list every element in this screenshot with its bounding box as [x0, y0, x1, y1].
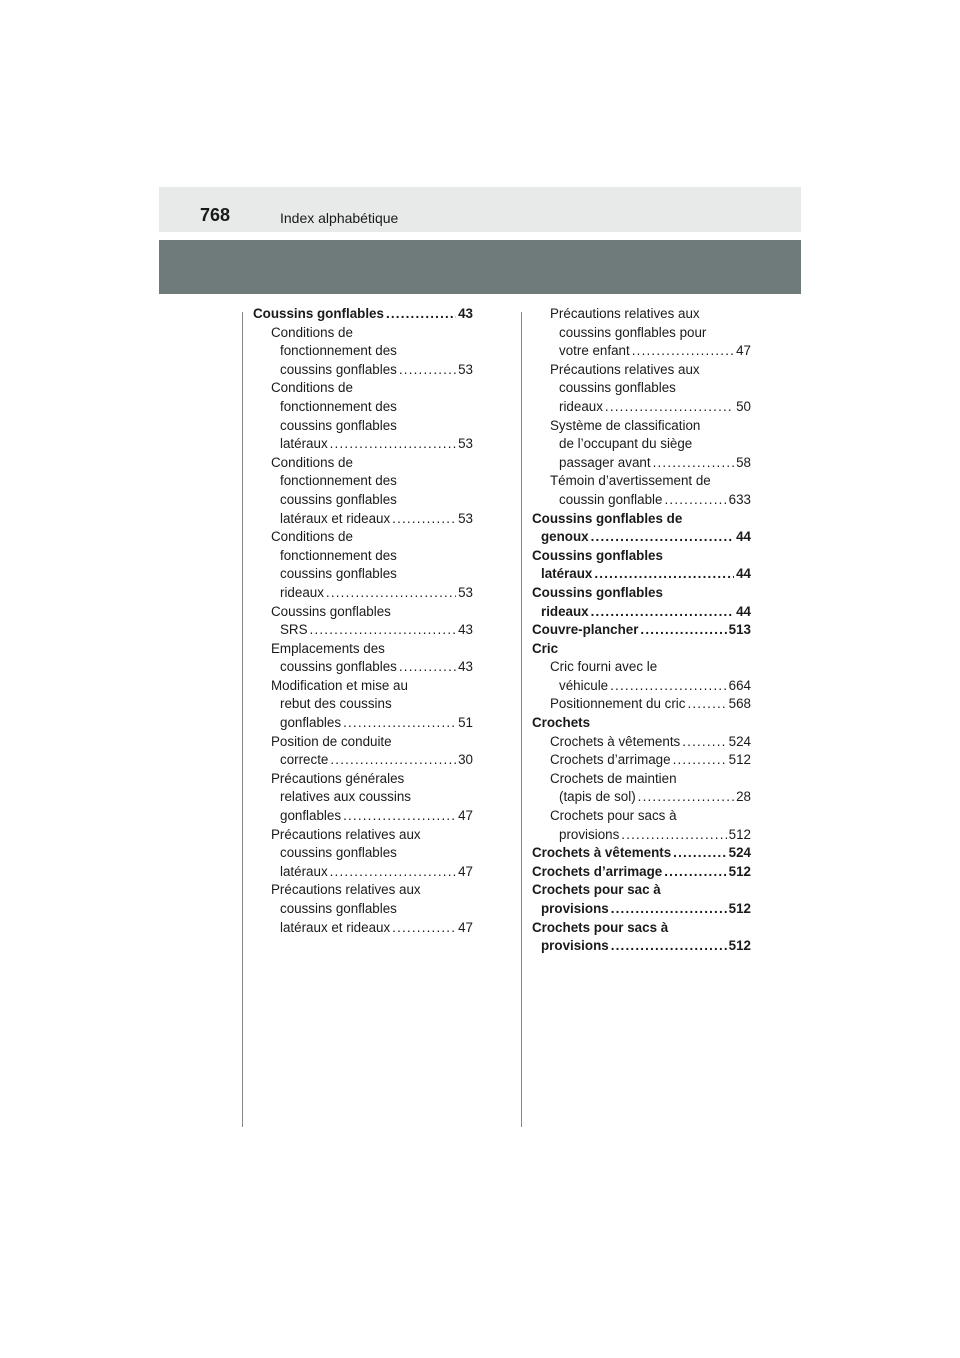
index-entry	[532, 844, 751, 863]
index-page-ref: 633	[728, 491, 751, 507]
leader-dots	[611, 900, 727, 919]
leader-dots	[392, 919, 456, 938]
index-entry	[253, 807, 473, 826]
index-entry	[532, 305, 751, 324]
index-entry-text: relatives aux coussins	[280, 789, 411, 805]
index-entry	[253, 677, 473, 696]
index-entry	[532, 565, 751, 584]
index-entry	[253, 603, 473, 622]
index-page-ref: 43	[458, 622, 473, 638]
index-page-ref: 512	[728, 901, 751, 916]
index-entry-text: coussins gonflables	[280, 659, 397, 675]
index-entry	[253, 361, 473, 380]
index-entry-text: fonctionnement des	[280, 343, 397, 359]
index-entry-text: Crochets à vêtements	[532, 845, 672, 861]
index-entry-text: gonflables	[280, 808, 342, 824]
index-entry	[253, 733, 473, 752]
leader-dots	[664, 491, 726, 510]
index-entry	[253, 547, 473, 566]
index-entry	[253, 324, 473, 343]
index-entry-text: SRS	[280, 622, 308, 638]
index-entry-text: Conditions de	[271, 454, 353, 470]
leader-dots	[594, 565, 734, 584]
index-entry	[253, 658, 473, 677]
index-entry	[532, 677, 751, 696]
index-entry-text: Témoin d’avertissement de	[550, 473, 711, 489]
index-page-ref: 53	[458, 584, 473, 600]
index-entry-text: Cric fourni avec le	[550, 659, 658, 675]
index-entry	[253, 919, 473, 938]
index-entry-text: coussin gonflable	[559, 491, 663, 507]
index-entry	[253, 751, 473, 770]
index-entry-text: passager avant	[559, 454, 651, 470]
index-entry	[532, 454, 751, 473]
index-entry-text: Crochets pour sacs à	[550, 808, 677, 824]
leader-dots	[640, 621, 726, 640]
index-entry	[532, 919, 751, 938]
index-entry	[532, 417, 751, 436]
leader-dots	[673, 844, 726, 863]
index-entry	[253, 640, 473, 659]
index-entry-text: Coussins gonflables	[532, 547, 663, 563]
index-entry	[532, 342, 751, 361]
index-entry-text: latéraux	[280, 436, 328, 452]
index-entry	[532, 826, 751, 845]
index-entry-text: fonctionnement des	[280, 473, 397, 489]
index-entry-text: Précautions relatives aux	[550, 361, 700, 377]
leader-dots	[326, 584, 456, 603]
leader-dots	[687, 695, 726, 714]
index-entry-text: Crochets pour sacs à	[532, 919, 669, 935]
index-page-ref: 28	[736, 789, 751, 805]
index-entry-text: latéraux	[280, 863, 328, 879]
index-entry	[532, 398, 751, 417]
index-entry-text: Coussins gonflables	[253, 306, 384, 321]
index-entry-text: provisions	[559, 826, 620, 842]
leader-dots	[399, 658, 456, 677]
index-entry-text: Emplacements des	[271, 640, 385, 656]
index-entry-text: rideaux	[541, 603, 589, 619]
index-entry	[253, 788, 473, 807]
leader-dots	[392, 510, 456, 529]
index-entry	[253, 305, 473, 324]
index-column-right	[532, 305, 751, 956]
index-entry	[253, 472, 473, 491]
index-entry-text: Coussins gonflables de	[532, 510, 683, 526]
index-entry	[532, 547, 751, 566]
index-entry	[532, 900, 751, 919]
index-page-ref: 44	[736, 566, 751, 582]
page-title: Index alphabétique	[280, 210, 399, 226]
index-page-ref: 53	[458, 510, 473, 526]
index-entry-text: provisions	[541, 938, 609, 954]
index-entry	[532, 788, 751, 807]
index-entry	[532, 807, 751, 826]
index-entry	[532, 361, 751, 380]
index-entry-text: Crochets	[532, 715, 591, 731]
leader-dots	[310, 621, 457, 640]
index-page-ref: 512	[728, 826, 751, 842]
index-entry-text: rideaux	[559, 398, 603, 414]
index-entry-text: Position de conduite	[271, 733, 392, 749]
index-entry	[532, 733, 751, 752]
index-entry	[253, 844, 473, 863]
index-page-ref: 664	[728, 677, 751, 693]
index-entry	[532, 603, 751, 622]
index-entry	[532, 881, 751, 900]
index-page-ref: 568	[728, 696, 751, 712]
index-entry-text: (tapis de sol)	[559, 789, 636, 805]
leader-dots	[621, 826, 726, 845]
index-entry-text: gonflables	[280, 715, 342, 731]
index-entry-text: votre enfant	[559, 343, 630, 359]
index-entry	[253, 398, 473, 417]
index-page-ref: 512	[728, 752, 751, 768]
index-entry	[532, 937, 751, 956]
index-entry	[532, 510, 751, 529]
index-entry	[532, 640, 751, 659]
leader-dots	[632, 342, 734, 361]
leader-dots	[611, 937, 727, 956]
index-entry	[253, 826, 473, 845]
index-entry-text: de l’occupant du siège	[559, 436, 693, 452]
index-entry	[532, 491, 751, 510]
index-entry-text: latéraux	[541, 566, 593, 582]
index-entry-text: provisions	[541, 901, 609, 916]
leader-dots	[399, 361, 456, 380]
index-entry-text: latéraux et rideaux	[280, 510, 391, 526]
leader-dots	[653, 454, 735, 473]
index-entry-text: fonctionnement des	[280, 547, 397, 563]
index-entry	[253, 714, 473, 733]
index-column-left	[253, 305, 473, 937]
index-entry	[253, 510, 473, 529]
index-entry-text: Crochets à vêtements	[550, 733, 681, 749]
index-entry	[532, 714, 751, 733]
index-entry-text: Coussins gonflables	[271, 603, 391, 619]
index-entry-text: Modification et mise au	[271, 677, 408, 693]
index-page-ref: 44	[736, 603, 751, 619]
index-entry-text: fonctionnement des	[280, 398, 397, 414]
header-band	[159, 187, 801, 232]
index-entry	[532, 379, 751, 398]
index-entry-text: coussins gonflables	[280, 417, 397, 433]
index-entry	[532, 863, 751, 882]
index-entry-text: Coussins gonflables	[532, 584, 663, 600]
index-entry-text: rebut des coussins	[280, 696, 392, 712]
index-page-ref: 53	[458, 361, 473, 377]
index-entry	[253, 528, 473, 547]
index-entry-text: latéraux et rideaux	[280, 919, 391, 935]
index-entry-text: Conditions de	[271, 324, 353, 340]
index-entry	[532, 658, 751, 677]
index-page-ref: 47	[736, 343, 751, 359]
index-page-ref: 51	[458, 715, 473, 731]
index-entry	[253, 435, 473, 454]
index-page-ref: 513	[728, 622, 751, 638]
index-entry	[253, 379, 473, 398]
index-entry	[532, 770, 751, 789]
index-entry	[532, 472, 751, 491]
index-entry	[253, 695, 473, 714]
index-entry	[253, 565, 473, 584]
index-entry-text: coussins gonflables	[280, 491, 397, 507]
leader-dots	[343, 807, 456, 826]
index-entry-text: Précautions relatives aux	[271, 826, 421, 842]
leader-dots	[343, 714, 456, 733]
index-entry-text: véhicule	[559, 677, 609, 693]
index-entry	[532, 324, 751, 343]
index-entry	[253, 342, 473, 361]
index-entry	[532, 528, 751, 547]
index-page-ref: 53	[458, 436, 473, 452]
index-entry-text: Conditions de	[271, 529, 353, 545]
index-page-ref: 47	[458, 919, 473, 935]
index-entry-text: Couvre-plancher	[532, 622, 639, 638]
index-entry-text: coussins gonflables	[559, 380, 676, 396]
index-entry	[253, 454, 473, 473]
index-entry-text: Précautions relatives aux	[550, 306, 700, 321]
index-page-ref: 30	[458, 752, 473, 768]
index-entry	[253, 863, 473, 882]
index-entry-text: coussins gonflables	[280, 361, 397, 377]
index-entry	[532, 435, 751, 454]
index-entry	[532, 621, 751, 640]
index-entry-text: Conditions de	[271, 380, 353, 396]
leader-dots	[610, 677, 727, 696]
index-entry-text: Cric	[532, 640, 559, 656]
index-page-ref: 47	[458, 808, 473, 824]
leader-dots	[638, 788, 734, 807]
index-entry-text: Système de classification	[550, 417, 701, 433]
leader-dots	[591, 528, 734, 547]
index-entry-text: coussins gonflables pour	[559, 324, 707, 340]
index-entry-text: Précautions relatives aux	[271, 882, 421, 898]
index-page-ref: 512	[728, 863, 751, 879]
index-entry-text: Crochets d’arrimage	[550, 752, 671, 768]
index-entry-text: rideaux	[280, 584, 324, 600]
index-entry	[253, 900, 473, 919]
index-entry	[532, 751, 751, 770]
index-entry	[253, 491, 473, 510]
leader-dots	[591, 603, 734, 622]
index-entry	[253, 770, 473, 789]
index-entry-text: coussins gonflables	[280, 845, 397, 861]
leader-dots	[330, 751, 456, 770]
index-entry	[253, 621, 473, 640]
left-margin-rule	[242, 312, 243, 1127]
index-entry-text: genoux	[541, 529, 589, 545]
leader-dots	[682, 733, 726, 752]
index-entry-text: coussins gonflables	[280, 901, 397, 916]
index-entry-text: Crochets d’arrimage	[532, 863, 663, 879]
index-page-ref: 50	[736, 398, 751, 414]
index-entry	[532, 695, 751, 714]
page-number: 768	[200, 205, 231, 225]
index-entry	[253, 417, 473, 436]
leader-dots	[330, 863, 456, 882]
index-page-ref: 524	[728, 845, 751, 861]
index-entry	[253, 881, 473, 900]
index-entry-text: Crochets de maintien	[550, 770, 677, 786]
leader-dots	[673, 751, 727, 770]
leader-dots	[386, 305, 456, 324]
index-entry-text: coussins gonflables	[280, 566, 397, 582]
index-page-ref: 524	[728, 733, 751, 749]
index-page-ref: 43	[458, 659, 473, 675]
index-page-ref: 58	[736, 454, 751, 470]
leader-dots	[605, 398, 734, 417]
index-page-ref: 47	[458, 863, 473, 879]
leader-dots	[664, 863, 726, 882]
index-entry	[253, 584, 473, 603]
leader-dots	[330, 435, 456, 454]
index-page-ref: 44	[736, 529, 751, 545]
index-page-ref: 43	[458, 306, 473, 321]
index-entry-text: correcte	[280, 752, 329, 768]
index-entry-text: Positionnement du cric	[550, 696, 686, 712]
index-entry	[532, 584, 751, 603]
column-divider	[521, 312, 522, 1127]
index-entry-text: Crochets pour sac à	[532, 882, 661, 898]
index-entry-text: Précautions générales	[271, 770, 405, 786]
section-bar	[159, 240, 801, 294]
index-page-ref: 512	[728, 938, 751, 954]
